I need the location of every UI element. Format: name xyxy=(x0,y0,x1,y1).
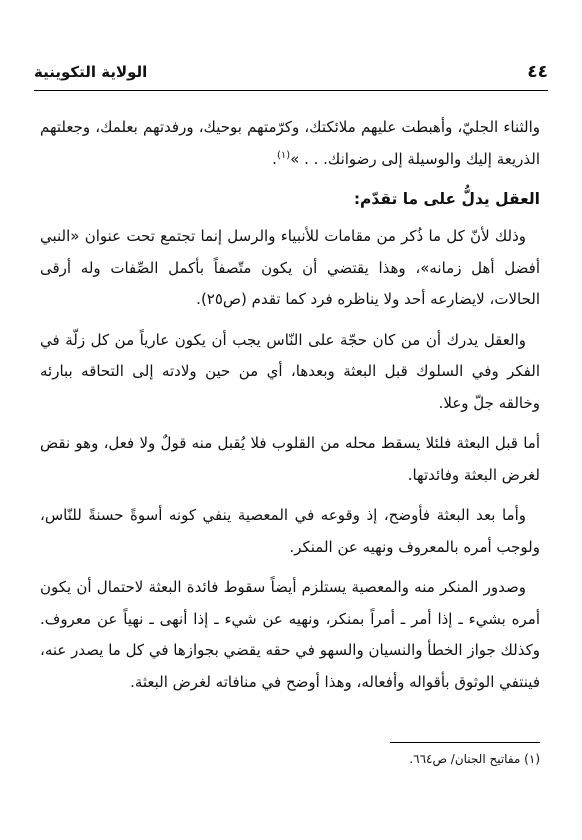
paragraph: وأما بعد البعثة فأوضح، إذ وقوعه في المعصية ينفي كونه أسوةً حسنةً للنّاس، ولوجب أمره بالمعروف ونهيه عن المنكر. xyxy=(40,506,540,556)
paragraph: والثناء الجليّ، وأهبطت عليهم ملائكتك، وكرّمتهم بوحيك، ورفدتهم بعلمك، وجعلتهم الذريعة إليك والوسيلة إلى رضوانك. . . »$^{(١)}$. xyxy=(40,118,540,168)
running-title: الولاية التكوينية xyxy=(34,63,148,81)
footnote-mark: (١) xyxy=(524,752,540,766)
paragraph-text: والثناء الجليّ، وأهبطت عليهم ملائكتك، وكرّمتهم بوحيك، ورفدتهم بعلمك، وجعلتهم الذريعة إليك والوسيلة إلى رضوانك. . . » xyxy=(40,118,540,168)
footnote-rule xyxy=(390,742,540,743)
footnote-reference: (١) xyxy=(276,149,291,161)
section-heading: العقل يدلُّ على ما تقدّم: xyxy=(353,190,540,208)
body-text xyxy=(40,112,540,707)
running-header xyxy=(34,58,548,86)
paragraph: والعقل يدرك أن من كان حجّة على النّاس يجب أن يكون عارياً من كل زلّة في الفكر وفي السلوك قبل البعثة وبعدها، أي من حين ولادته إلى التحاقه ببارئه وخالقه جلّ وعلا. xyxy=(40,330,540,412)
paragraph: وصدور المنكر منه والمعصية يستلزم أيضاً سقوط فائدة البعثة لاحتمال أن يكون أمره بشيء ـ إذا أمر ـ أمراً بمنكر، ونهيه عن شيء ـ إذا أنهى ـ نهياً عن معروف. وكذلك جواز الخطأ والنسيان والسهو في حقه يقضي بجوازها في كل ما يصدر عنه، فينتفي الوثوق بأقواله وأفعاله، وهذا أوضح في منافاته لغرض البعثة. xyxy=(40,578,540,691)
footnote-text: مفاتيح الجنان/ ص٦٦٤. xyxy=(409,752,521,766)
header-rule xyxy=(34,90,548,91)
page-number: ٤٤ xyxy=(527,62,548,82)
paragraph: أما قبل البعثة فلئلا يسقط محله من القلوب فلا يُقبل منه قولٌ ولا فعل، وهو نقض لغرض البعثة وفائدتها. xyxy=(40,434,540,484)
footnote xyxy=(42,750,540,768)
paragraph: وذلك لأنّ كل ما ذُكر من مقامات للأنبياء والرسل إنما تجتمع تحت عنوان «النبي أفضل أهل زمانه»، وهذا يقتضي أن يكون متّصفاً بأكمل الصِّفات وله أرقى الحالات، لايضارعه أحد ولا يناظره فرد كما تقدم (ص٢٥). xyxy=(40,227,540,308)
